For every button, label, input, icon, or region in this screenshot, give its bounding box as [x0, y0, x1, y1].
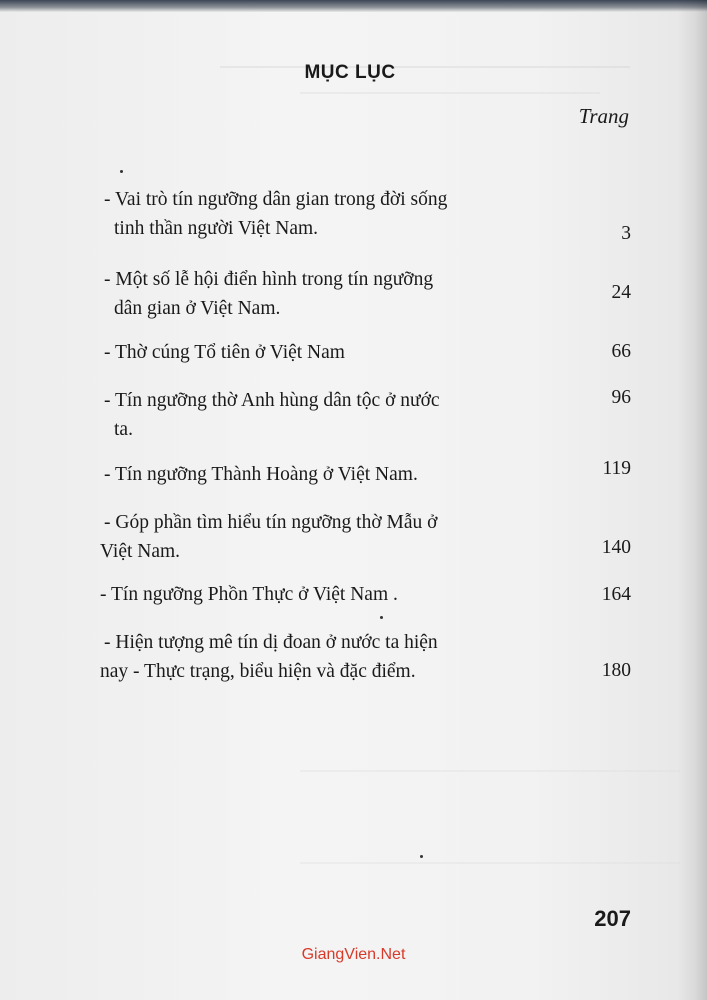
toc-entry-line: nay - Thực trạng, biểu hiện và đặc điểm. — [100, 661, 416, 682]
toc-entry[interactable] — [100, 628, 540, 686]
toc-entry-page: 140 — [601, 537, 631, 558]
toc-entry-page: 119 — [602, 458, 631, 479]
toc-entry-line: - Tín ngưỡng thờ Anh hùng dân tộc ở nước — [104, 390, 440, 411]
toc-entry-line: - Thờ cúng Tổ tiên ở Việt Nam — [104, 342, 345, 363]
watermark-text[interactable]: GiangVien.Net — [301, 946, 406, 963]
stray-mark — [380, 616, 383, 619]
toc-entry-line: - Góp phần tìm hiểu tín ngưỡng thờ Mẫu ở — [104, 512, 438, 533]
toc-entry-page: 164 — [601, 584, 631, 605]
toc-entry-line: - Hiện tượng mê tín dị đoan ở nước ta hiện — [104, 632, 438, 653]
toc-title: MỤC LỤC — [304, 62, 396, 83]
toc-entry[interactable] — [100, 185, 540, 243]
toc-entry-line: - Một số lễ hội điển hình trong tín ngưỡng — [104, 269, 434, 290]
toc-entry-page: 24 — [611, 282, 631, 303]
toc-entry-page: 96 — [611, 387, 631, 408]
toc-entry-line: Việt Nam. — [100, 541, 181, 562]
toc-entry[interactable] — [100, 265, 540, 323]
toc-entry-line: tinh thần người Việt Nam. — [114, 218, 319, 239]
toc-entry[interactable] — [100, 508, 540, 566]
toc-entry-line: - Vai trò tín ngưỡng dân gian trong đời sống — [104, 189, 448, 210]
page-top-shadow — [0, 0, 707, 12]
toc-entry[interactable] — [100, 460, 540, 489]
toc-entry[interactable] — [100, 386, 540, 444]
toc-entry-line: - Tín ngưỡng Phồn Thực ở Việt Nam . — [100, 584, 398, 605]
page-column-header: Trang — [578, 104, 629, 128]
toc-entry-page: 3 — [621, 223, 631, 244]
toc-entry[interactable] — [100, 338, 540, 367]
stray-mark — [120, 170, 123, 173]
page-right-shadow — [677, 0, 707, 1000]
toc-entry-line: - Tín ngưỡng Thành Hoàng ở Việt Nam. — [104, 464, 418, 485]
toc-entry-page: 66 — [611, 341, 631, 362]
stray-mark — [420, 855, 423, 858]
toc-entry-line: ta. — [114, 419, 133, 440]
page-number: 207 — [594, 906, 631, 931]
show-through-block — [300, 770, 680, 864]
toc-entry[interactable] — [100, 580, 540, 609]
toc-entry-line: dân gian ở Việt Nam. — [114, 298, 281, 319]
show-through-block — [300, 92, 600, 104]
toc-entry-page: 180 — [601, 660, 631, 681]
